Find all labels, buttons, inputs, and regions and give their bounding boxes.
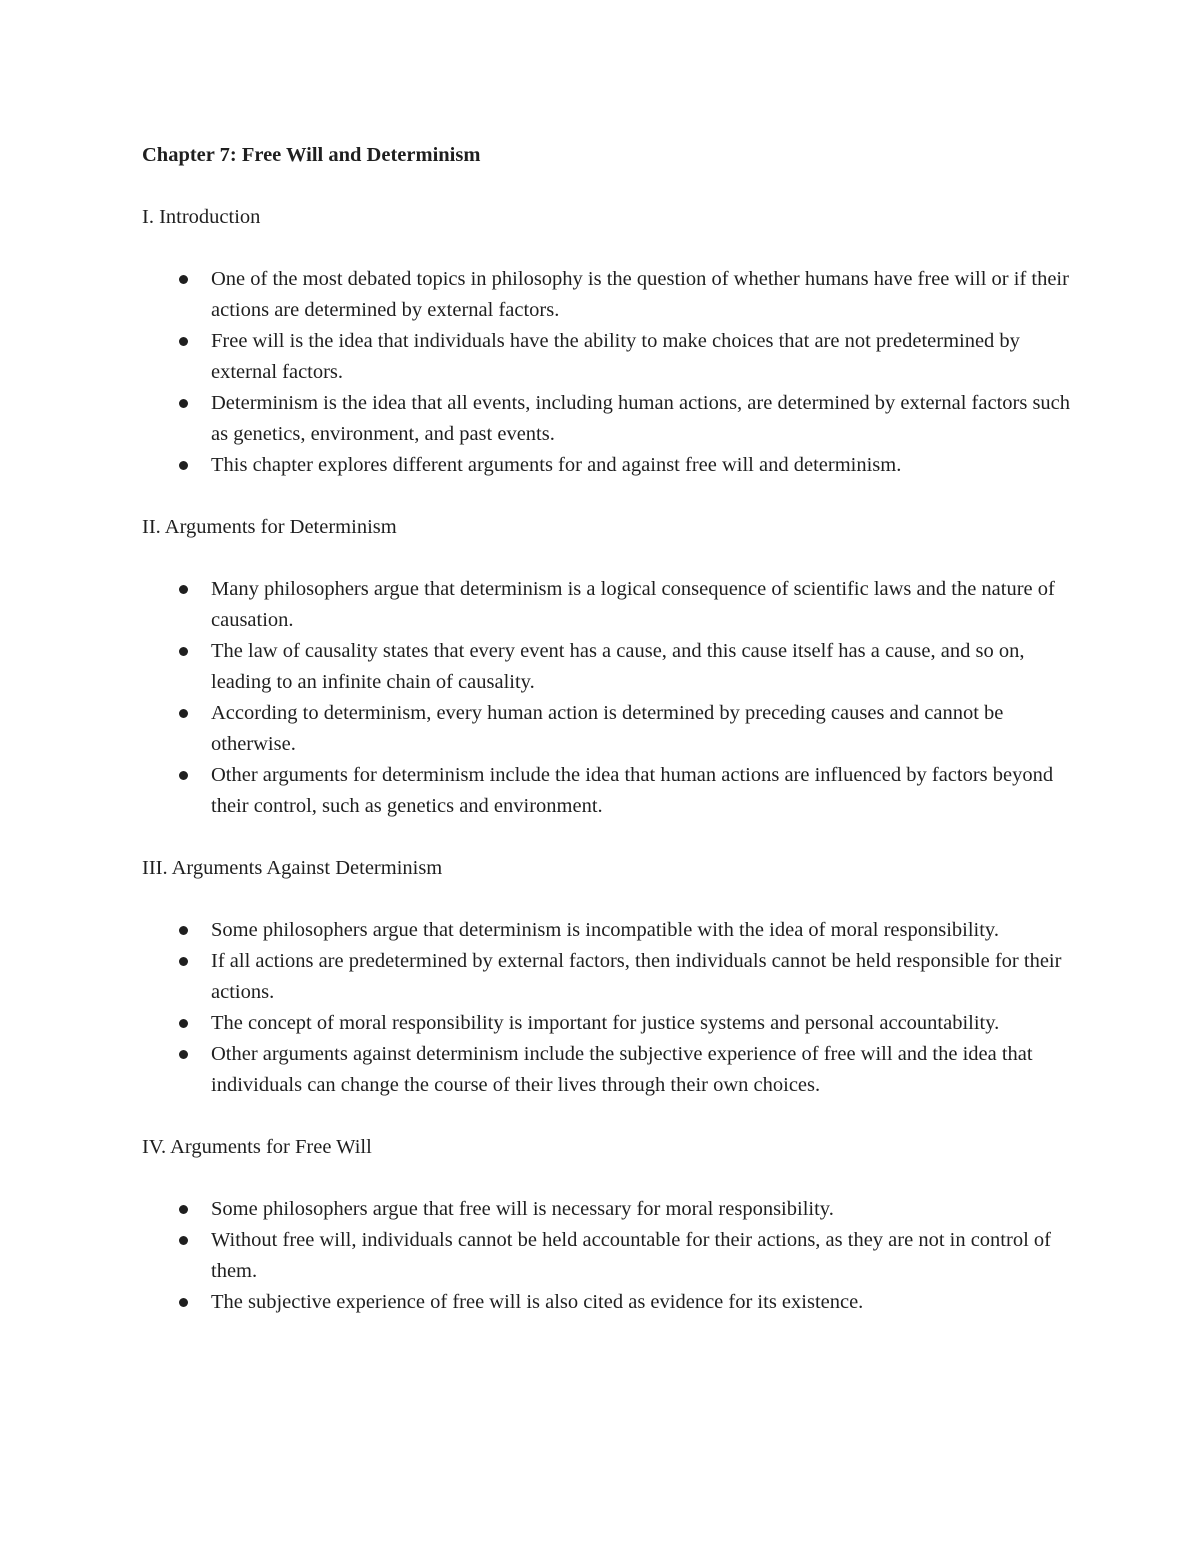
list-item xyxy=(142,450,1072,481)
bullet-list xyxy=(142,264,1072,481)
list-item xyxy=(142,1287,1072,1318)
list-item-text: Many philosophers argue that determinism is a logical consequence of scientific laws and the nature of causation. xyxy=(211,578,1055,631)
list-item xyxy=(142,1008,1072,1039)
bullet-icon xyxy=(179,1205,188,1214)
bullet-list xyxy=(142,915,1072,1101)
list-item xyxy=(142,574,1072,636)
list-item-text: Determinism is the idea that all events, including human actions, are determined by external factors such as genetics, environment, and past events. xyxy=(211,392,1071,445)
bullet-list xyxy=(142,1194,1072,1318)
section-introduction xyxy=(142,202,1072,481)
section-heading: II. Arguments for Determinism xyxy=(142,516,397,538)
bullet-icon xyxy=(179,957,188,966)
list-item xyxy=(142,326,1072,388)
bullet-icon xyxy=(179,1019,188,1028)
list-item-text: Some philosophers argue that free will is necessary for moral responsibility. xyxy=(211,1198,834,1220)
list-item-text: Other arguments against determinism include the subjective experience of free will and the idea that individuals can change the course of their lives through their own choices. xyxy=(211,1043,1033,1096)
list-item xyxy=(142,1039,1072,1101)
section-arguments-for-determinism xyxy=(142,512,1072,822)
section-heading: IV. Arguments for Free Will xyxy=(142,1136,372,1158)
list-item xyxy=(142,264,1072,326)
bullet-list xyxy=(142,574,1072,822)
list-item xyxy=(142,1225,1072,1287)
bullet-icon xyxy=(179,275,188,284)
section-arguments-for-free-will xyxy=(142,1132,1072,1318)
bullet-icon xyxy=(179,1050,188,1059)
bullet-icon xyxy=(179,1298,188,1307)
bullet-icon xyxy=(179,771,188,780)
list-item xyxy=(142,636,1072,698)
list-item xyxy=(142,946,1072,1008)
list-item-text: The subjective experience of free will is also cited as evidence for its existence. xyxy=(211,1291,864,1313)
bullet-icon xyxy=(179,1236,188,1245)
bullet-icon xyxy=(179,709,188,718)
bullet-icon xyxy=(179,337,188,346)
list-item-text: Other arguments for determinism include the idea that human actions are influenced by factors beyond their control, such as genetics and environment. xyxy=(211,764,1054,817)
list-item-text: According to determinism, every human action is determined by preceding causes and cannot be otherwise. xyxy=(211,702,1004,755)
bullet-icon xyxy=(179,585,188,594)
list-item-text: The concept of moral responsibility is important for justice systems and personal accountability. xyxy=(211,1012,1000,1034)
list-item-text: Free will is the idea that individuals have the ability to make choices that are not predetermined by external factors. xyxy=(211,330,1020,383)
section-heading: I. Introduction xyxy=(142,206,261,228)
chapter-title: Chapter 7: Free Will and Determinism xyxy=(142,144,481,166)
list-item xyxy=(142,915,1072,946)
section-heading: III. Arguments Against Determinism xyxy=(142,857,443,879)
bullet-icon xyxy=(179,647,188,656)
list-item xyxy=(142,388,1072,450)
bullet-icon xyxy=(179,399,188,408)
list-item xyxy=(142,1194,1072,1225)
list-item-text: Some philosophers argue that determinism is incompatible with the idea of moral responsibility. xyxy=(211,919,999,941)
list-item xyxy=(142,698,1072,760)
list-item-text: One of the most debated topics in philosophy is the question of whether humans have free will or if their actions are determined by external factors. xyxy=(211,268,1069,321)
bullet-icon xyxy=(179,461,188,470)
list-item xyxy=(142,760,1072,822)
document-page xyxy=(142,140,1072,1318)
bullet-icon xyxy=(179,926,188,935)
list-item-text: This chapter explores different arguments for and against free will and determinism. xyxy=(211,454,902,476)
list-item-text: If all actions are predetermined by external factors, then individuals cannot be held responsible for their actions. xyxy=(211,950,1062,1003)
list-item-text: The law of causality states that every event has a cause, and this cause itself has a cause, and so on, leading to an infinite chain of causality. xyxy=(211,640,1025,693)
section-arguments-against-determinism xyxy=(142,853,1072,1101)
list-item-text: Without free will, individuals cannot be held accountable for their actions, as they are not in control of them. xyxy=(211,1229,1051,1282)
